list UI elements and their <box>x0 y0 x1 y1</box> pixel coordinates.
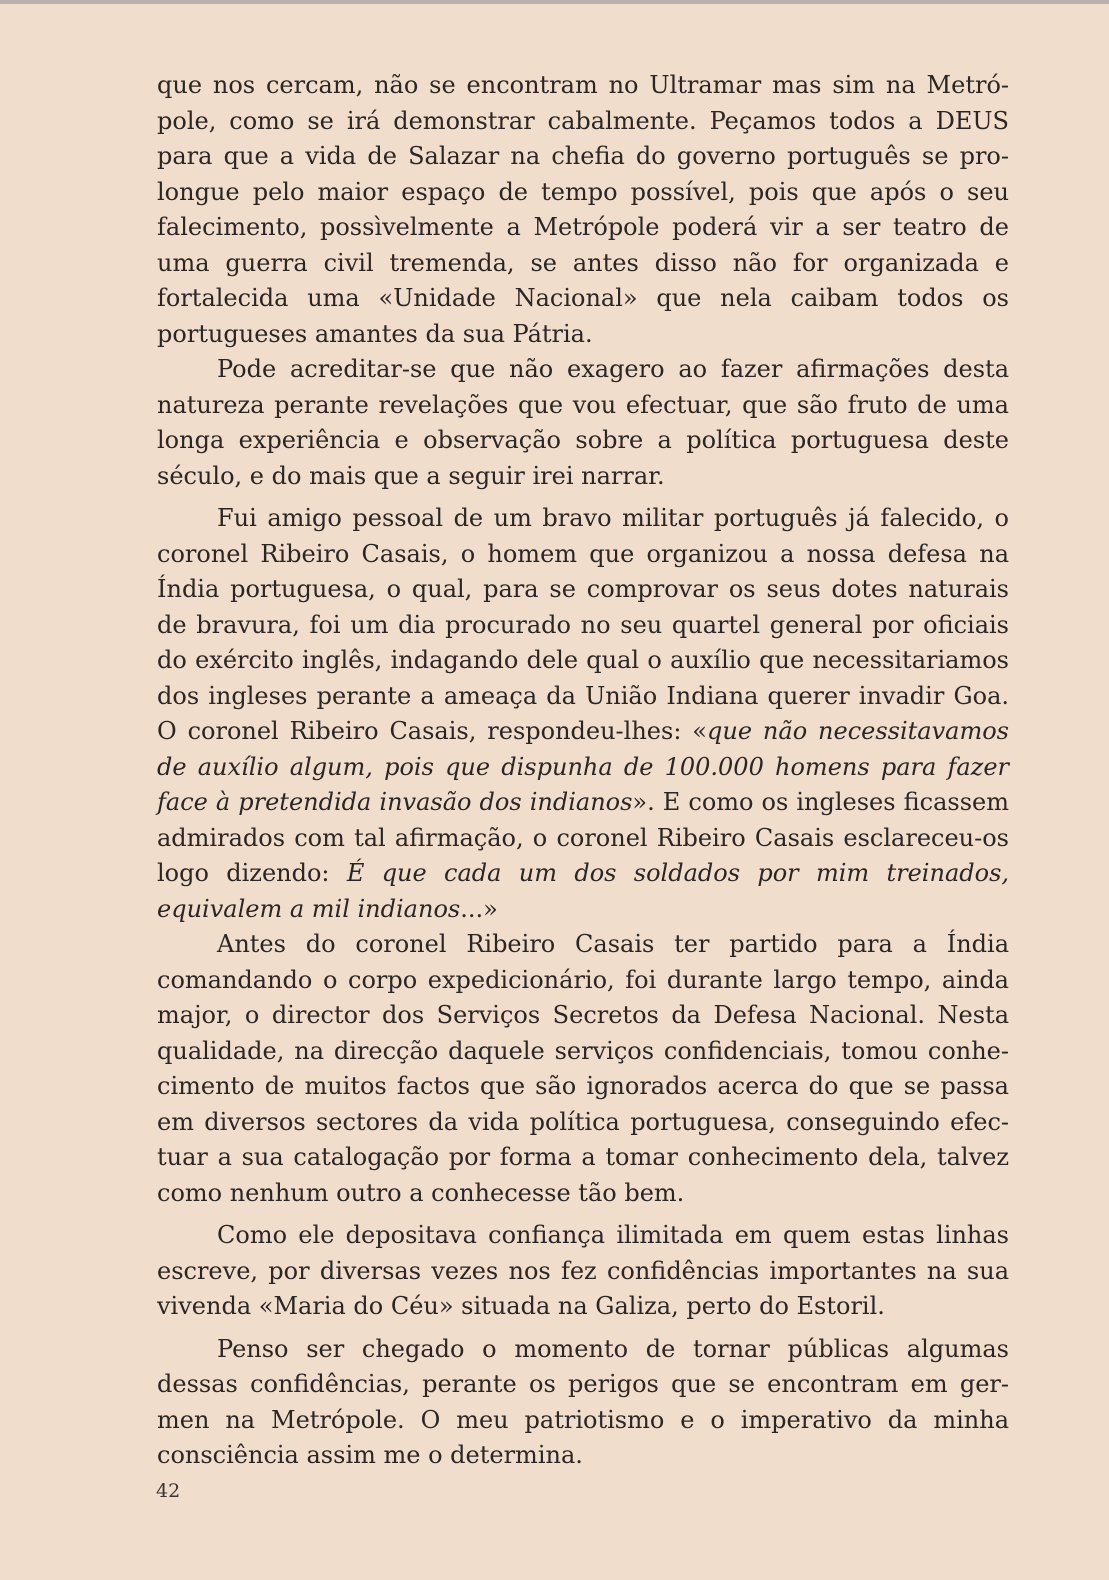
body-text <box>157 68 1009 1474</box>
paragraph-2 <box>157 352 1009 494</box>
paragraph-6 <box>157 1332 1009 1474</box>
paragraph-5-text: Como ele depositava confiança ilimitada em quem estas linhas escreve, por diversas vezes nos fez confidências importantes na sua vivenda «Maria do Céu» situada na Galiza, perto do Estoril. <box>157 1221 1009 1320</box>
paragraph-6-text: Penso ser chegado o momento de tornar públicas algumas dessas confidências, perante os perigos que se encontram em germen na Metrópole. O meu patriotismo e o imperativo da minha consciência assim me o determina. <box>157 1334 1009 1469</box>
page-number: 42 <box>156 1480 181 1502</box>
paragraph-1 <box>157 68 1009 352</box>
paragraph-3-text-b: ». E como os ingleses ficassem admirados com tal afirmação, o coronel Ribeiro Casais esclareceu-os logo dizendo: <box>157 788 1009 887</box>
paragraph-3-quote-italic-2: É que cada um dos soldados por mim treinados, equivalem a mil indianos <box>157 859 1010 923</box>
paragraph-3 <box>157 501 1009 927</box>
paragraph-4-text: Antes do coronel Ribeiro Casais ter partido para a Índia comandando o corpo expedicionário, foi durante largo tempo, ainda major, o director dos Serviços Secretos da Defesa Nacional. Nesta qualidade, na direcção daquele serviços confidenciais, tomou conhecimento de muitos factos que são ignorados acerca do que se passa em diversos sectores da vida política portuguesa, conseguindo efectuar a sua catalogação por forma a tomar conhecimento dela, talvez como nenhum outro a conhecesse tão bem. <box>157 930 1009 1207</box>
paragraph-3-text-c: ...» <box>460 894 498 923</box>
paragraph-4 <box>157 927 1009 1211</box>
paragraph-3-text-a: Fui amigo pessoal de um bravo militar português já falecido, o coronel Ribeiro Casais, o homem que organizou a nossa defesa na Índia portuguesa, o qual, para se comprovar os seus dotes naturais de bravura, foi um dia procurado no seu quartel general por oficiais do exército inglês, indagando dele qual o auxílio que necessitariamos dos ingleses perante a ameaça da União Indiana querer invadir Goa. O coronel Ribeiro Casais, respondeu-lhes: « <box>157 504 1009 745</box>
paragraph-3-quote-italic: que não necessitavamos de auxílio algum, pois que dispunha de 100.000 homens para fazer face à pretendida invasão dos indianos <box>157 717 1010 816</box>
paragraph-2-text: Pode acreditar-se que não exagero ao fazer afirmações desta natureza perante revelações que vou efectuar, que são fruto de uma longa experiência e observação sobre a política portuguesa deste século, e do mais que a seguir irei narrar. <box>157 355 1009 490</box>
paragraph-5 <box>157 1218 1009 1325</box>
paragraph-1-text: que nos cercam, não se encontram no Ultramar mas sim na Metrópole, como se irá demonstrar cabalmente. Peçamos todos a DEUS para que a vida de Salazar na chefia do governo português se prolongue pelo maior espaço de tempo possível, pois que após o seu falecimento, possìvelmente a Metrópole poderá vir a ser teatro de uma guerra civil tremenda, se antes disso não for organizada e fortalecida uma «Unidade Nacional» que nela caibam todos os portugueses amantes da sua Pátria. <box>157 71 1009 348</box>
